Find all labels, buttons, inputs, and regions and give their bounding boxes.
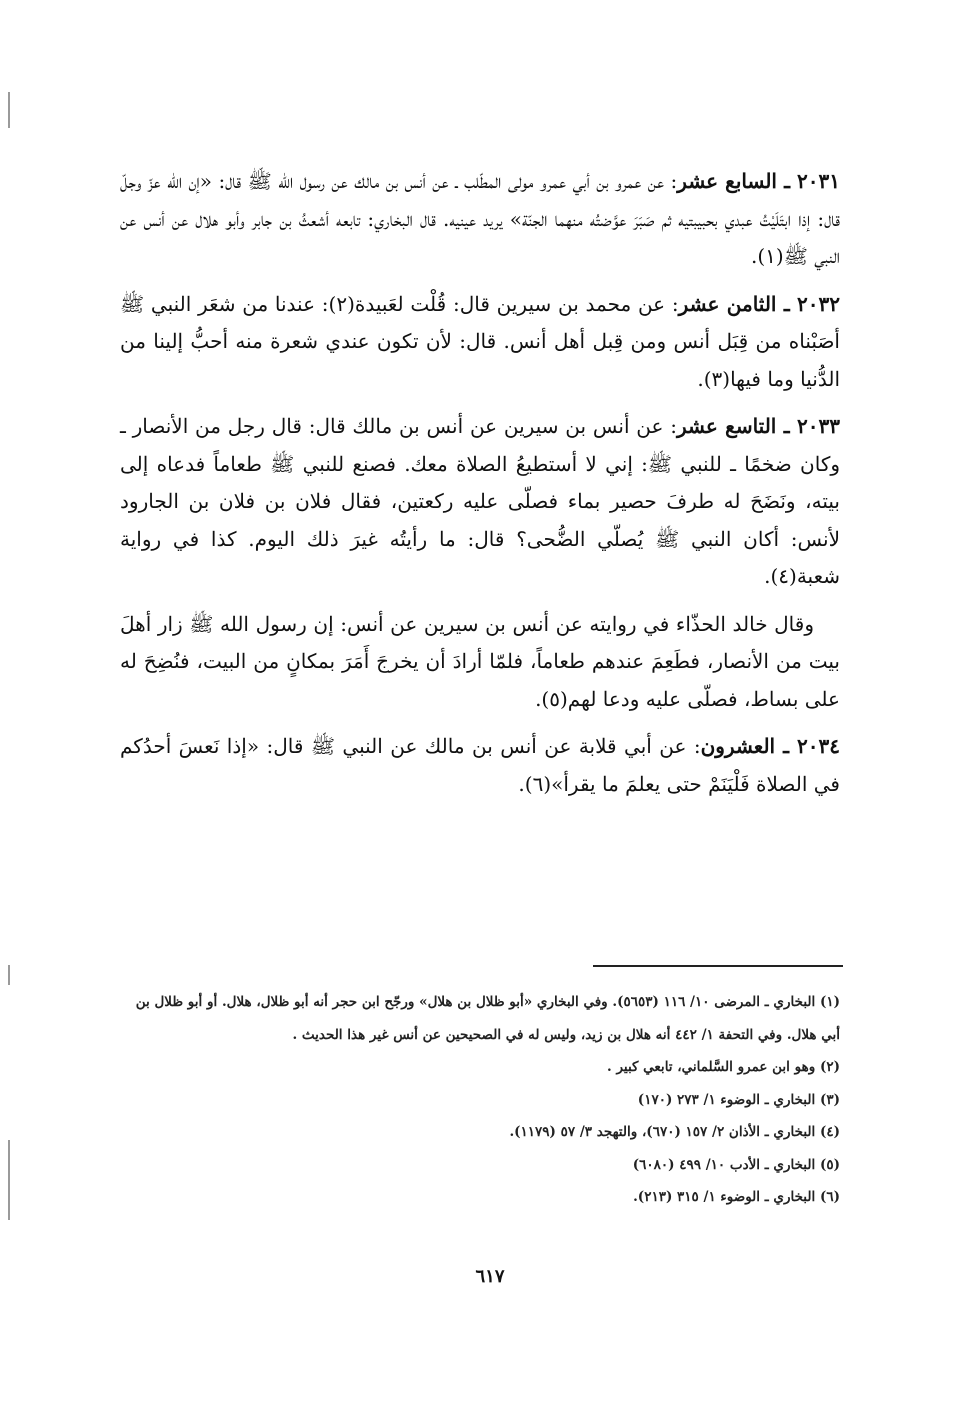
hadith-paragraph	[120, 408, 840, 596]
hadith-title: التاسع عشر	[676, 414, 777, 438]
page-number: ٦١٧	[475, 1266, 505, 1287]
hadith-text: : عن محمد بن سيرين قال: قُلْت لعَبيدة(٢): عندنا من شعَر النبي ﷺ أصَبْناه من قِبَل أنس ومن قِبل أهل أنس. قال: لأن تكون عندي شعرة منه أحبُّ إلينا من الدُّنيا وما فيها(٣).	[120, 291, 840, 391]
main-text	[120, 163, 840, 813]
hadith-paragraph	[120, 606, 840, 719]
footnote: (١) البخاري ـ المرضى ١٠/ ١١٦ (٥٦٥٣). وفي البخاري «أبو ظلال بن هلال» ورجّح ابن حجر أنه أبو ظلال، هلال. أو أبو ظلال بن أبي هلال. وفي التحفة ١/ ٤٤٢ أنه هلال بن زيد، وليس له في الصحيحين عن أنس غير هذا الحديث .	[135, 994, 840, 1043]
hadith-text: : عن أنس بن سيرين عن أنس بن مالك قال: قال رجل من الأنصار ـ وكان ضخمًا ـ للنبي ﷺ: إني لا أستطيعُ الصلاة معك. فصنع للنبي ﷺ طعاماً فدعاه إلى بيته، ونَضَحَ له طرفَ حصير بماء فصلّى عليه ركعتين، فقال فلان بن فلان بن الجارود لأنس: أكان النبي ﷺ يُصلّي الضُّحى؟ قال: ما رأيتُه غيرَ ذلك اليوم. كذا في رواية شعبة(٤).	[120, 414, 840, 588]
footnote-divider	[593, 965, 843, 967]
hadith-number: ٢٠٣١	[797, 169, 840, 193]
hadith-title: السابع عشر	[677, 169, 777, 193]
margin-mark-top	[8, 92, 10, 128]
hadith-number: ٢٠٣٢	[797, 291, 840, 316]
hadith-paragraph	[120, 728, 840, 803]
hadith-number: ٢٠٣٣	[797, 414, 840, 438]
hadith-separator: ـ	[776, 169, 798, 193]
hadith-separator: ـ	[776, 291, 798, 316]
hadith-paragraph	[120, 163, 840, 276]
margin-mark-bottom	[8, 1140, 10, 1220]
hadith-number: ٢٠٣٤	[797, 734, 840, 758]
hadith-text: : عن أبي قلابة عن أنس بن مالك عن النبي ﷺ قال: «إذا نَعسَ أحدُكم في الصلاة فَلْيَنَمْ حتى يعلمَ ما يقرأ»(٦).	[120, 734, 840, 796]
margin-mark-middle	[8, 965, 10, 985]
hadith-separator: ـ	[776, 414, 798, 438]
footnote: (٥) البخاري ـ الأدب ١٠/ ٤٩٩ (٦٠٨٠)	[632, 1156, 840, 1173]
footnote: (٢) وهو ابن عمرو السَّلماني، تابعي كبير .	[607, 1059, 840, 1075]
hadith-text: وقال خالد الحذّاء في روايته عن أنس بن سيرين عن أنس: إن رسول الله ﷺ زار أهلَ بيت من الأنصار، فطَعِمَ عندهم طعاماً، فلمّا أرادَ أن يخرجَ أَمَرَ بمكانٍ من البيت، فنُضِحَ له على بساط، فصلّى عليه ودعا لهم(٥).	[120, 611, 840, 711]
footnote: (٣) البخاري ـ الوضوء ١/ ٢٧٣ (١٧٠)	[637, 1091, 840, 1108]
footnotes	[120, 986, 840, 1214]
hadith-separator: ـ	[775, 734, 798, 758]
hadith-title: الثامن عشر	[678, 291, 777, 316]
hadith-text: : عن عمرو بن أبي عمرو مولى المطّلب ـ عن أنس بن مالك عن رسول الله ﷺ قال: «إن الله عزّ وجلّ قال: إذا ابتَلَيْتُ عبدي بحبيبتيه ثم صَبَرَ عوَّضتُه منهما الجنّة» يريد عينيه. قال البخاري: تابعه أشعثُ بن جابر وأبو هلال عن أنس عن النبي ﷺ(١).	[120, 169, 840, 268]
hadith-paragraph	[120, 286, 840, 399]
footnote: (٤) البخاري ـ الأذان ٢/ ١٥٧ (٦٧٠)، والتهجد ٣/ ٥٧ (١١٧٩).	[509, 1124, 840, 1140]
hadith-title: العشرون	[700, 734, 776, 758]
footnote: (٦) البخاري ـ الوضوء ١/ ٣١٥ (٢١٣).	[633, 1189, 840, 1205]
